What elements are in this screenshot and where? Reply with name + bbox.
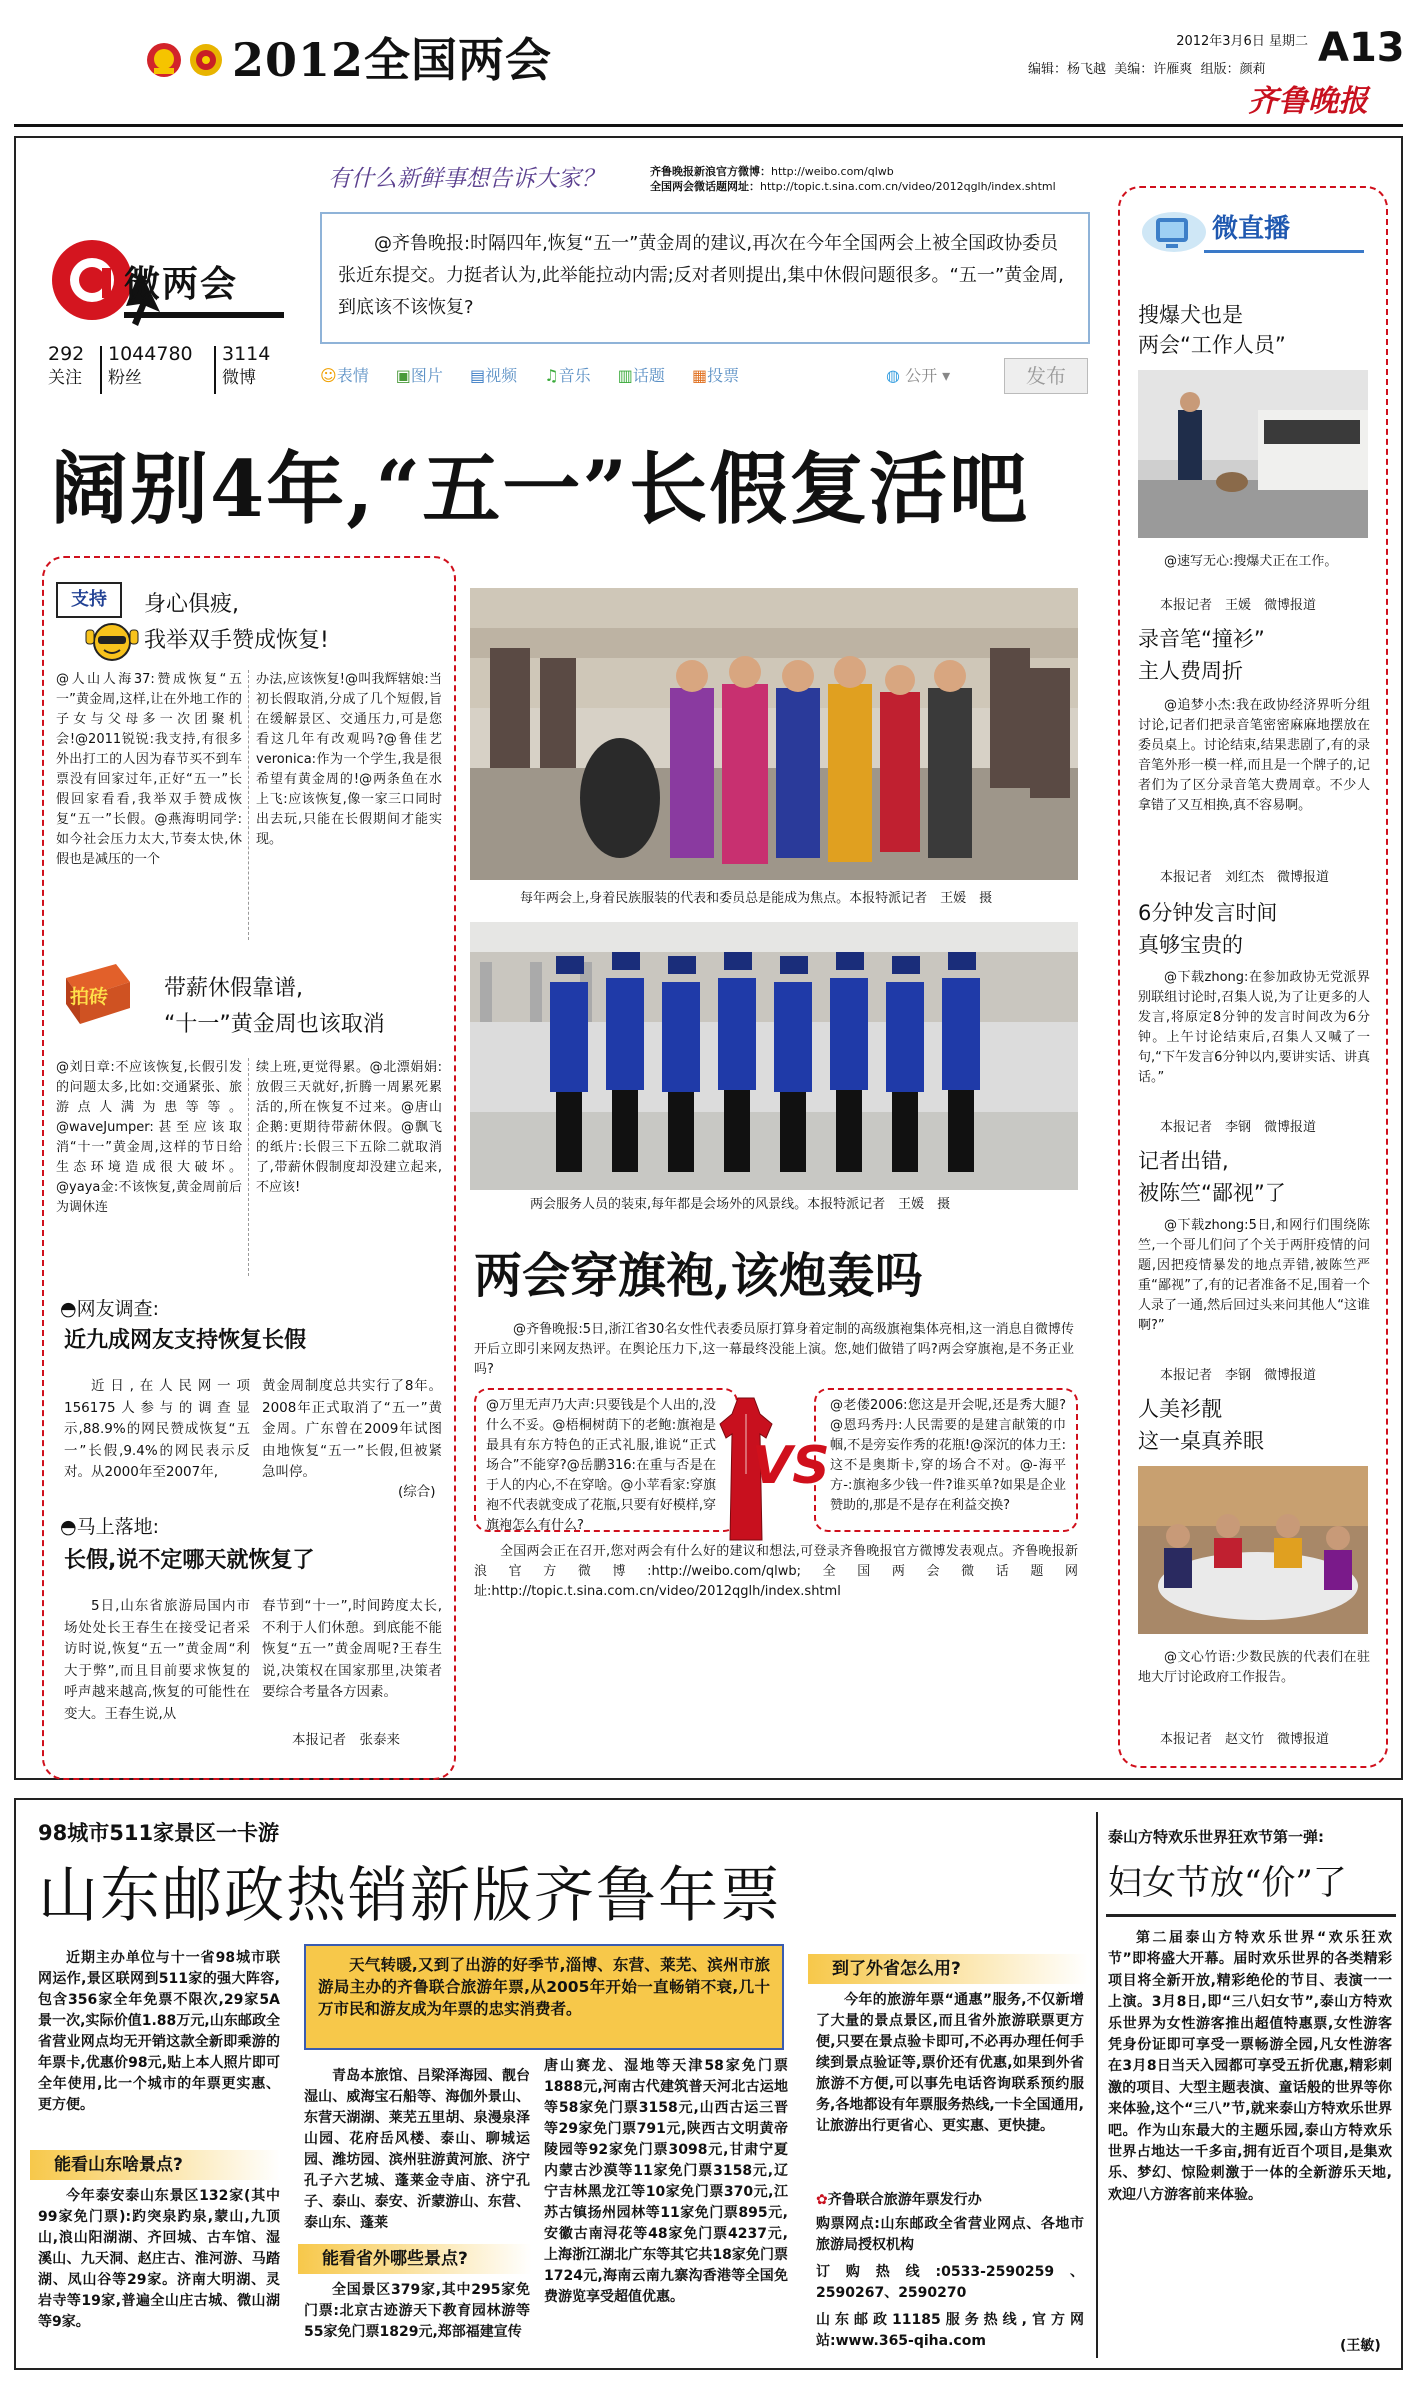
topic-icon: ▥ — [617, 366, 633, 385]
bottom-kicker: 98城市511家景区一卡游 — [38, 1821, 280, 1845]
right-byline: (王敏) — [1340, 2338, 1381, 2354]
link2-url[interactable]: http://topic.t.sina.com.cn/video/2012qglh/index.shtml — [760, 180, 1056, 193]
live-body-2: @下载zhong:在参加政协无党派界别联组讨论时,召集人说,为了让更多的人发言,将原定8分钟的发言时间改为6分钟。上午讨论结束后,召集人又喊了一句,“下午发言6分钟以内,要讲实话、讲真话。” — [1138, 970, 1370, 1085]
link1-url[interactable]: http://weibo.com/qlwb — [771, 165, 894, 178]
emoji-button[interactable]: ☺表情 — [320, 366, 369, 385]
action-col-1: 5日,山东省旅游局国内市场处处长王春生在接受记者采访时说,恢复“五一”黄金周“利大于弊”,而且目前要求恢复的呼声越来越高,恢复的可能性在变大。王春生说,从 — [64, 1598, 250, 1722]
header-logo-title: 2012全国两会 — [232, 33, 553, 87]
support-title-2: 我举双手赞成恢复! — [144, 628, 329, 653]
bottom-title: 山东邮政热销新版齐鲁年票 — [38, 1861, 782, 1931]
qipao-vs: VS — [752, 1436, 830, 1496]
live-title-2a: 6分钟发言时间 — [1138, 901, 1278, 925]
vote-icon: ▦ — [691, 366, 708, 385]
oppose-col-1: @刘日章:不应该恢复,长假引发的问题太多,比如:交通紧张、旅游点人满为患等等。@waveJumper:甚至应该取消“十一”黄金周,这样的节日给生态环境造成很大破坏。@yaya金:不该恢复,黄金周前后为调休连 — [56, 1060, 242, 1215]
weibo-stats — [48, 342, 298, 398]
live-title-0a: 搜爆犬也是 — [1138, 303, 1243, 327]
stat-following[interactable] — [48, 342, 98, 398]
weibo-post-text: @齐鲁晚报:时隔四年,恢复“五一”黄金周的建议,再次在今年全国两会上被全国政协委员张近东提交。力挺者认为,此举能拉动内需;反对者则提出,集中休假问题很多。“五一”黄金周,到底该不该恢复? — [338, 233, 1064, 318]
live-title-1b: 主人费周折 — [1138, 659, 1243, 683]
image-button[interactable]: ▣图片 — [395, 366, 443, 385]
music-icon: ♫ — [544, 366, 559, 385]
stat-followers[interactable] — [108, 342, 218, 398]
photo-minority-table — [1138, 1466, 1368, 1634]
live-title-2b: 真够宝贵的 — [1138, 933, 1243, 957]
action-title: 长假,说不定哪天就恢复了 — [64, 1548, 315, 1573]
photo-caption-2: 两会服务人员的装束,每年都是会场外的风景线。本报特派记者 王媛 摄 — [530, 1197, 951, 1212]
chevron-down-icon: ▾ — [942, 366, 951, 385]
globe-icon: ◍ — [886, 366, 900, 385]
weibo-logo-underline — [124, 312, 284, 318]
cppcc-emblem-icon — [188, 42, 224, 78]
header-date: 2012年3月6日 — [1176, 34, 1265, 49]
oppose-col-2: 续上班,更觉得累。@北漂娟娟:放假三天就好,折腾一周累死累活的,所在恢复不过来。@唐山企鹅:更期待带薪休假。@飘飞的纸片:长假三下五除二就取消了,带薪休假制度却没建立起来,不应该! — [256, 1060, 442, 1195]
link2-label: 全国两会微话题网址： — [650, 180, 760, 193]
stat-num: 292 — [48, 343, 85, 365]
vote-button[interactable]: ▦投票 — [691, 366, 740, 385]
header-page-no: A13 — [1318, 25, 1405, 71]
live-title-4b: 这一桌真养眼 — [1138, 1429, 1264, 1453]
q2-title: 能看省外哪些景点? — [322, 2249, 468, 2269]
right-body: 第二届泰山方特欢乐世界“欢乐狂欢节”即将盛大开幕。届时欢乐世界的各类精彩项目将全新开放,精彩绝伦的节目、表演一一上演。3月8日,即“三八妇女节”,泰山方特欢乐世界为女性游客推出超值特惠票,女性游客凭身份证即可享受一票畅游全园,凡女性游客在3月8日当天入园都可享受五折优惠,精彩刺激的项目、大型主题表演、童话般的世界等你来体验,这个“三八”节,就来泰山方特欢乐世界吧。作为山东最大的主题乐园,泰山方特欢乐世界占地达一千多亩,拥有近百个项目,是集欢乐、梦幻、惊险刺激于一体的全新游乐天地,欢迎八方游客前来体验。 — [1108, 1930, 1392, 2203]
header-proofreader: 组版：颜莉 — [1200, 62, 1266, 77]
header-emblem-2 — [188, 42, 224, 78]
live-title-3b: 被陈竺“鄙视”了 — [1138, 1181, 1286, 1205]
q1-bar — [30, 2150, 280, 2180]
qipao-title: 两会穿旗袍,该炮轰吗 — [474, 1248, 923, 1304]
live-title-3a: 记者出错, — [1138, 1149, 1229, 1173]
live-body-3: @下载zhong:5日,和网行们围绕陈竺,一个哥儿们问了个关于两肝疫情的问题,因把疫情暴发的地点弄错,被陈竺严重“鄙视”了,有的记者准备不足,围着一个人录了一通,然后回过头来问其他人“这谁啊?” — [1138, 1218, 1370, 1333]
qipao-right-text: @老偻2006:您这是开会呢,还是秀大腿?@恩玛秀丹:人民需要的是建言献策的巾帼,不是旁妄作秀的花瓶!@深沉的体力王:这不是奥斯卡,穿的场合不对。@-海平方-:旗袍多少钱一件?谁买单?如果是企业赞助的,那是不是存在利益交换? — [830, 1398, 1066, 1513]
live-by-4: 本报记者 赵文竹 微博报道 — [1160, 1732, 1330, 1747]
music-button[interactable]: ♫音乐 — [544, 366, 591, 385]
live-by-1: 本报记者 刘红杰 微博报道 — [1160, 870, 1330, 885]
stat-num: 3114 — [222, 343, 271, 365]
support-col-1: @人山人海37:赞成恢复“五一”黄金周,这样,让在外地工作的子女与父母多一次团聚机会!@2011锐锐:我支持,有很多外出打工的人因为春节买不到车票没有回家过年,正好“五一”长假回家看看,我举双手赞成恢复“五一”长假。@燕海明同学:如今社会压力太大,节奏太快,休假也是减压的一个 — [56, 672, 242, 867]
support-title-1: 身心俱疲, — [144, 592, 239, 617]
action-col-2: 春节到“十一”,时间跨度太长,不利于人们休憩。到底能不能恢复“五一”黄金周呢?王春生说,决策权在国家那里,决策者要综合考量各方因素。 — [262, 1598, 442, 1700]
public-select[interactable]: ◍ 公开 ▾ — [886, 366, 951, 385]
col3: 唐山赛龙、湿地等天津58家免门票1888元,河南古代建筑普天河北古运地等58家免门票3158元,山西古运三晋等29家免门票791元,陕西古文明黄帝陵园等92家免门票3098元,甘肃宁夏内蒙古沙漠等11家免门票3158元,辽宁吉林黑龙江等10家免门票370元,江苏古镇扬州园林等11家免门票895元,安徽古南浔花等48家免门票4237元,上海浙江湖北广东等其它共18家免门票1724元,海南云南九寨沟香港等全国免费游览享受超值优惠。 — [544, 2058, 788, 2305]
yellow-callout: 天气转暖,又到了出游的好季节,淄博、东营、莱芜、滨州市旅游局主办的齐鲁联合旅游年票,从2005年开始一直畅销不衰,几十万市民和游友成为年票的忠实消费者。 — [304, 1944, 784, 2050]
live-by-0: 本报记者 王媛 微博报道 — [1160, 598, 1317, 613]
stat-label: 粉丝 — [108, 368, 142, 388]
weibo-links — [650, 164, 1110, 194]
photo-minority-delegates — [470, 588, 1078, 880]
qipao-left-text: @万里无声乃大声:只要钱是个人出的,没什么不妥。@梧桐树荫下的老鲍:旗袍是最具有东方特色的正式礼服,谁说“正式场合”不能穿?@岳鹏316:在重与否是在于人的内心,不在穿啥。@小苹看家:穿旗袍不代表就变成了花瓶,只要有好模样,穿旗袍怎么有什么? — [486, 1398, 716, 1533]
live-by-2: 本报记者 李钢 微博报道 — [1160, 1120, 1317, 1135]
weibo-post-box[interactable] — [320, 212, 1090, 344]
photo-service-staff — [470, 922, 1078, 1190]
header-staff — [1028, 60, 1328, 80]
publish-button[interactable]: 发布 — [1004, 358, 1088, 394]
photo-caption-1: 每年两会上,身着民族服装的代表和委员总是能成为焦点。本报特派记者 王媛 摄 — [520, 891, 993, 906]
live-by-3: 本报记者 李钢 微博报道 — [1160, 1368, 1317, 1383]
header-designer: 美编：许雁爽 — [1114, 62, 1193, 77]
live-badge: 微直播 — [1212, 214, 1291, 244]
live-title-1a: 录音笔“撞衫” — [1138, 627, 1265, 651]
q2-body: 全国景区379家,其中295家免门票:北京古迹游天下教育园林游等55家免门票1829元,郑部福建宣传 — [304, 2282, 530, 2340]
photo-sniffer-dog — [1138, 370, 1368, 538]
support-col-2: 办法,应该恢复!@叫我辉辖娘:当初长假取消,分成了几个短假,旨在缓解景区、交通压力,可是您看这几年有改观吗?@鲁佳艺veronica:作为一个学生,我是很希望有黄金周的!@两条鱼在水上飞:应该恢复,像一家三口同时出去玩,只能在长假期间才能实现。 — [256, 672, 442, 847]
mid-col: 青岛本旅馆、吕梁泽海园、靓台湿山、威海宝石船等、海伽外景山、东营天湖湖、莱芜五里胡、泉漫泉泽山园、花府岳风楼、泰山、聊城运园、潍坊园、滨州驻游黄河旅、济宁孔子六艺城、蓬莱金寺庙、济宁孔子、泰山、泰安、沂蒙游山、东营、泰山东、蓬莱 — [304, 2068, 530, 2231]
survey-source: (综合) — [398, 1484, 436, 1500]
bottom-lead: 近期主办单位与十一省98城市联网运作,景区联网到511家的强大阵容,包含356家全年免票不限次,29家5A景一次,实际价值1.88万元,山东邮政全省营业网点均无开销这款全新即乘游的年票卡,优惠价98元,贴上本人照片即可全年使用,比一个城市的年票更实惠、更方便。 — [38, 1950, 280, 2113]
live-badge-icon — [1138, 202, 1208, 258]
weibo-logo-text: 微两会 — [124, 263, 239, 305]
video-icon: ▤ — [470, 366, 486, 385]
image-icon: ▣ — [395, 366, 411, 385]
video-button[interactable]: ▤视频 — [470, 366, 518, 385]
header-paper-name: 齐鲁晚报 — [1248, 84, 1368, 119]
oppose-tag-text: 拍砖 — [70, 986, 109, 1008]
live-body-4: @文心竹语:少数民族的代表们在驻地大厅讨论政府工作报告。 — [1138, 1650, 1370, 1685]
phones-info: 订购热线:0533-2590259、2590267、2590270 — [816, 2264, 1084, 2301]
action-tag: ◓马上落地: — [60, 1516, 159, 1538]
live-title-4a: 人美衫靓 — [1138, 1397, 1222, 1421]
weibo-prompt: 有什么新鲜事想告诉大家？ — [328, 166, 604, 192]
survey-col-2: 黄金周制度总共实行了8年。2008年正式取消了“五一”黄金周。广东曾在2009年试图由地恢复“五一”长假,但被紧急叫停。 — [262, 1378, 442, 1480]
right-kicker: 泰山方特欢乐世界狂欢节第一弹: — [1108, 1828, 1325, 1846]
oppose-title-2: “十一”黄金周也该取消 — [164, 1012, 385, 1037]
q1-body: 今年泰安泰山东景区132家(其中99家免门票):趵突泉趵泉,蒙山,九顶山,浪山阳湖湖、齐回城、古车馆、湿溪山、九天洞、赵庄古、淮河游、马踏湖、凤山谷等29家。济南大明湖、灵岩寺等19家,普遍全山庄古城、微山湖等9家。 — [38, 2188, 280, 2330]
q3-body: 今年的旅游年票“通惠”服务,不仅新增了大量的景点景区,而且省外旅游联票更方便,只要在景点验卡即可,不必再办理任何手续到景点验证等,票价还有优惠,如果到外省旅游不方便,可以事先电话咨询联系预约服务,各地都设有年票服务热线,一卡全国通用,让旅游出行更省心、更实惠、更快捷。 — [816, 1992, 1084, 2134]
live-title-0b: 两会“工作人员” — [1138, 333, 1286, 357]
header-weekday: 星期二 — [1268, 34, 1308, 49]
circle-icon: ◓ — [60, 1298, 77, 1320]
service-line: ✿齐鲁联合旅游年票发行办 — [816, 2192, 982, 2208]
header-meta — [1158, 32, 1308, 52]
support-tag: 支持 — [56, 582, 122, 618]
link1-label: 齐鲁晚报新浪官方微博： — [650, 165, 771, 178]
q3-title: 到了外省怎么用? — [832, 1959, 961, 1979]
survey-tag: ◓网友调查: — [60, 1298, 159, 1320]
header-emblem — [146, 40, 182, 80]
q3-bar — [808, 1954, 1088, 1984]
q1-title: 能看山东啥景点? — [54, 2155, 183, 2175]
main-headline: 阔别4年,“五一”长假复活吧 — [50, 444, 1030, 535]
qipao-footer: 全国两会正在召开,您对两会有什么好的建议和想法,可登录齐鲁晚报官方微博发表观点。齐鲁晚报新浪官方微博:http://weibo.com/qlwb;全国两会微话题网址:http://topic.t.sina.com.cn/video/2012qglh/index.shtml — [474, 1544, 1078, 1599]
stat-posts[interactable] — [222, 342, 292, 398]
survey-title: 近九成网友支持恢复长假 — [64, 1328, 307, 1353]
live-body-1: @追梦小杰:我在政协经济界听分组讨论,记者们把录音笔密密麻麻地摆放在委员桌上。讨论结束,结果悲剧了,有的录音笔外形一模一样,而且是一个牌子的,记者们为了区分录音笔大费周章。不少人拿错了又互相换,真不容易啊。 — [1138, 698, 1370, 813]
right-title: 妇女节放“价”了 — [1108, 1863, 1347, 1903]
survey-col-1: 近日,在人民网一项156175人参与的调查显示,88.9%的网民赞成恢复“五一”长假,9.4%的网民表示反对。从2000年至2007年, — [64, 1378, 250, 1480]
site-info: 山东邮政11185服务热线,官方网站:www.365-qiha.com — [816, 2312, 1084, 2349]
action-byline: 本报记者 张泰来 — [292, 1732, 400, 1748]
header-editor: 编辑：杨飞越 — [1028, 62, 1107, 77]
smile-icon: ☺ — [320, 366, 337, 385]
q2-bar — [298, 2244, 532, 2274]
stat-label: 微博 — [222, 368, 256, 388]
circle-icon: ◓ — [60, 1516, 77, 1538]
flower-icon: ✿ — [816, 2192, 828, 2208]
stat-num: 1044780 — [108, 343, 193, 365]
qipao-intro: @齐鲁晚报:5日,浙江省30名女性代表委员原打算身着定制的高级旗袍集体亮相,这一消息自微博传开后立即引来网友热评。在舆论压力下,这一幕最终没能上演。您,她们做错了吗?两会穿旗袍,是不务正业吗? — [474, 1322, 1074, 1377]
stat-label: 关注 — [48, 368, 82, 388]
live-body-0: @速写无心:搜爆犬正在工作。 — [1164, 554, 1338, 569]
thumbs-icon — [84, 616, 140, 664]
oppose-title-1: 带薪休假靠谱, — [164, 976, 303, 1001]
topic-button[interactable]: ▥话题 — [617, 366, 665, 385]
weibo-toolbar — [320, 362, 880, 390]
header-rule — [14, 124, 1403, 127]
emblem-icon — [146, 40, 182, 80]
purchase-info: 购票网点:山东邮政全省营业网点、各地市旅游局授权机构 — [816, 2216, 1084, 2253]
